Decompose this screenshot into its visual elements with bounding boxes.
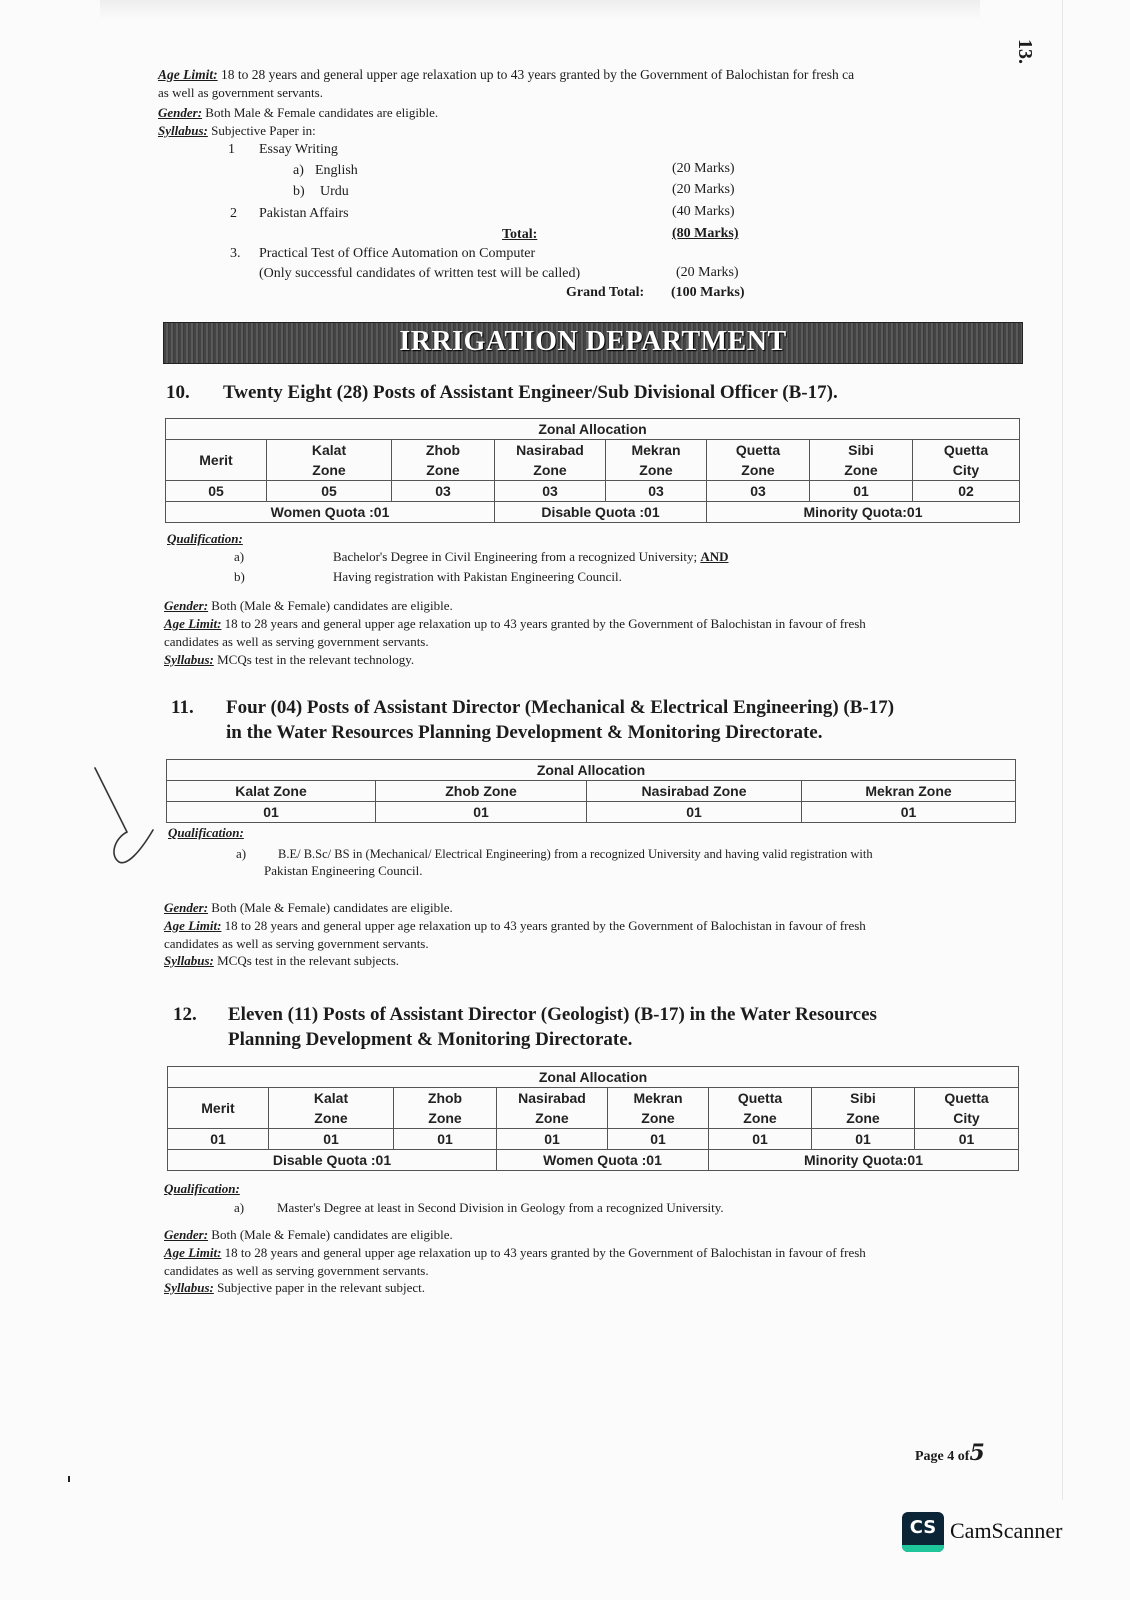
item-num: a): [293, 163, 304, 178]
handwritten-checkmark-icon: [85, 760, 175, 870]
value-cell: 01: [915, 1129, 1019, 1150]
syllabus-text: MCQs test in the relevant subjects.: [217, 953, 400, 968]
age-limit-line: [164, 917, 866, 935]
syllabus-text: MCQs test in the relevant technology.: [217, 652, 415, 667]
practical-label: Practical Test of Office Automation on Computer: [259, 246, 536, 261]
value-cell: 01: [167, 802, 376, 823]
department-banner: [163, 322, 1023, 364]
practical-marks: (20 Marks): [676, 265, 739, 280]
gender-label: Gender:: [164, 598, 209, 613]
header-cell: Nasirabad Zone: [587, 781, 802, 802]
total-label: Total:: [502, 227, 538, 242]
section-title-cont: in the Water Resources Planning Development & Monitoring Directorate.: [226, 722, 823, 743]
quota-cell: Disable Quota :01: [168, 1150, 497, 1171]
header-line: Zone: [846, 1110, 880, 1126]
age-limit-cont: candidates as well as serving government servants.: [164, 634, 429, 649]
table-caption: Zonal Allocation: [168, 1067, 1019, 1088]
syllabus-label: Syllabus:: [164, 953, 214, 968]
grand-total-marks: (100 Marks): [671, 285, 745, 300]
header-line: Nasirabad: [518, 1090, 586, 1106]
header-cell: Merit: [166, 440, 267, 481]
value-cell: 01: [497, 1129, 608, 1150]
item-marks: (20 Marks): [672, 161, 735, 176]
section-title: Eleven (11) Posts of Assistant Director (Geologist) (B-17) in the Water Resources: [228, 1004, 877, 1025]
item-num: 3.: [230, 246, 241, 261]
table-header-row: [166, 440, 1020, 481]
header-line: Zone: [426, 462, 460, 478]
banner-title: IRRIGATION DEPARTMENT: [399, 326, 787, 357]
and-keyword: AND: [700, 549, 729, 564]
syllabus-line: [164, 651, 414, 669]
item-marks: (20 Marks): [672, 182, 735, 197]
total-marks: (80 Marks): [672, 226, 739, 241]
value-cell: 01: [812, 1129, 915, 1150]
age-limit-label: Age Limit:: [158, 67, 218, 82]
item-label: Essay Writing: [259, 142, 338, 157]
header-cell: Merit: [168, 1088, 269, 1129]
gender-text: Both (Male & Female) candidates are eligible.: [211, 598, 453, 613]
header-cell: Kalat Zone: [167, 781, 376, 802]
qualification-line: Bachelor's Degree in Civil Engineering from a recognized University;: [333, 549, 698, 564]
value-cell: 01: [810, 481, 913, 502]
header-cell: [913, 440, 1020, 481]
age-limit-cont: candidates as well as serving government servants.: [164, 936, 429, 951]
table-caption: Zonal Allocation: [166, 419, 1020, 440]
intro-age-limit-cont: as well as government servants.: [158, 85, 323, 100]
header-cell: [606, 440, 707, 481]
section-number: 10.: [166, 382, 190, 403]
value-cell: 01: [394, 1129, 497, 1150]
header-cell: [497, 1088, 608, 1129]
value-cell: 01: [376, 802, 587, 823]
header-cell: Zhob Zone: [376, 781, 587, 802]
item-num: b): [293, 184, 305, 199]
header-line: Mekran: [633, 1090, 683, 1106]
qualification-num: a): [234, 1200, 245, 1215]
value-cell: 01: [709, 1129, 812, 1150]
header-cell: [267, 440, 392, 481]
header-cell: [394, 1088, 497, 1129]
header-line: Quetta: [944, 1090, 989, 1106]
gender-text: Both (Male & Female) candidates are eligible.: [211, 900, 453, 915]
syllabus-line: [164, 1279, 425, 1297]
scan-shadow: [100, 0, 980, 20]
scan-mark: [68, 1476, 70, 1482]
syllabus-label: Syllabus:: [158, 123, 208, 138]
gender-text: Both (Male & Female) candidates are eligible.: [211, 1227, 453, 1242]
gender-label: Gender:: [164, 1227, 209, 1242]
syllabus-line: [164, 952, 399, 970]
age-limit-text: 18 to 28 years and general upper age relaxation up to 43 years granted by the Government of Balochistan in favour of fresh: [224, 616, 866, 631]
age-limit-text: 18 to 28 years and general upper age relaxation up to 43 years granted by the Government of Balochistan in favour of fresh: [224, 918, 866, 933]
header-line: Zhob: [425, 442, 461, 458]
qualification-text: Having registration with Pakistan Engineering Council.: [333, 569, 622, 584]
item-marks: (40 Marks): [672, 204, 735, 219]
header-cell: Mekran Zone: [802, 781, 1016, 802]
section-title-cont: Planning Development & Monitoring Directorate.: [228, 1029, 633, 1050]
value-cell: 05: [267, 481, 392, 502]
value-cell: 03: [392, 481, 495, 502]
gender-label: Gender:: [164, 900, 209, 915]
gender-label: Gender:: [158, 105, 203, 120]
qualification-num: a): [234, 549, 245, 564]
page-edge: [1062, 0, 1063, 1500]
item-label: English: [315, 163, 358, 178]
header-line: Quetta: [737, 1090, 783, 1106]
side-number: 13.: [1014, 39, 1036, 64]
item-num: 2: [230, 206, 237, 221]
header-line: Zone: [535, 1110, 569, 1126]
page-number: [915, 1440, 985, 1466]
syllabus-label: Syllabus:: [164, 1280, 214, 1295]
table-header-row: [168, 1088, 1019, 1129]
gender-line: [164, 899, 453, 917]
header-cell: [709, 1088, 812, 1129]
item-num: 1: [228, 142, 235, 157]
age-limit-label: Age Limit:: [164, 616, 222, 631]
header-line: City: [953, 1110, 980, 1126]
header-line: Kalat: [313, 1090, 349, 1106]
item-label: Pakistan Affairs: [259, 206, 349, 221]
logo-stripe: [902, 1545, 944, 1552]
qualification-label: Qualification:: [168, 825, 244, 840]
header-cell: [495, 440, 606, 481]
age-limit-text: 18 to 28 years and general upper age relaxation up to 43 years granted by the Government of Balochistan in favour of fresh: [224, 1245, 866, 1260]
qualification-text-cont: Pakistan Engineering Council.: [264, 863, 423, 878]
quota-row: [166, 502, 1020, 523]
quota-cell: Disable Quota :01: [495, 502, 707, 523]
qualification-num: a): [236, 846, 247, 861]
value-cell: 01: [608, 1129, 709, 1150]
gender-line: [164, 597, 453, 615]
zonal-allocation-table: [165, 418, 1020, 523]
qualification-text: B.E/ B.Sc/ BS in (Mechanical/ Electrical Engineering) from a recognized University and having valid registration with: [278, 847, 873, 861]
section-title: Twenty Eight (28) Posts of Assistant Engineer/Sub Divisional Officer (B-17).: [223, 382, 838, 403]
section-number: 12.: [173, 1004, 197, 1025]
header-line: Zone: [314, 1110, 348, 1126]
intro-syllabus: [158, 122, 316, 140]
header-line: City: [952, 462, 980, 478]
header-line: Sibi: [850, 1090, 876, 1106]
header-line: Nasirabad: [516, 442, 584, 458]
header-line: Zone: [844, 462, 878, 478]
table-row: [166, 481, 1020, 502]
header-cell: [810, 440, 913, 481]
header-line: Zone: [428, 1110, 462, 1126]
value-cell: 05: [166, 481, 267, 502]
qualification-text: [333, 548, 728, 566]
syllabus-text: Subjective Paper in:: [211, 123, 316, 138]
zonal-allocation-table: [167, 1066, 1019, 1171]
header-line: Zone: [312, 462, 346, 478]
header-line: Quetta: [735, 442, 781, 458]
header-cell: [269, 1088, 394, 1129]
age-limit-cont: candidates as well as serving government servants.: [164, 1263, 429, 1278]
item-label: Urdu: [320, 184, 349, 199]
quota-cell: Women Quota :01: [497, 1150, 709, 1171]
syllabus-label: Syllabus:: [164, 652, 214, 667]
header-cell: [608, 1088, 709, 1129]
table-row: [167, 802, 1016, 823]
value-cell: 01: [269, 1129, 394, 1150]
qualification-label: Qualification:: [164, 1181, 240, 1196]
header-line: Sibi: [848, 442, 874, 458]
header-cell: [915, 1088, 1019, 1129]
header-cell: [392, 440, 495, 481]
value-cell: 01: [587, 802, 802, 823]
header-line: Zone: [741, 462, 775, 478]
qualification-text: Master's Degree at least in Second Division in Geology from a recognized University.: [277, 1200, 724, 1215]
value-cell: 03: [606, 481, 707, 502]
camscanner-logo-icon: [902, 1512, 944, 1552]
grand-total-label: Grand Total:: [566, 285, 645, 300]
value-cell: 01: [168, 1129, 269, 1150]
header-line: Mekran: [631, 442, 681, 458]
header-line: Zone: [743, 1110, 777, 1126]
gender-text: Both Male & Female candidates are eligible.: [205, 105, 439, 120]
age-limit-text: 18 to 28 years and general upper age relaxation up to 43 years granted by the Government of Balochistan for fresh ca: [221, 67, 855, 82]
age-limit-line: [164, 615, 866, 633]
quota-row: [168, 1150, 1019, 1171]
age-limit-label: Age Limit:: [164, 918, 222, 933]
qualification-label: Qualification:: [167, 531, 243, 546]
value-cell: 03: [495, 481, 606, 502]
page-total: 5: [969, 1440, 985, 1466]
header-line: Quetta: [943, 442, 989, 458]
value-cell: 01: [802, 802, 1016, 823]
page-label: Page 4 of: [915, 1449, 970, 1464]
quota-cell: Women Quota :01: [166, 502, 495, 523]
header-line: Zone: [533, 462, 567, 478]
practical-note: (Only successful candidates of written test will be called): [259, 266, 581, 281]
header-line: Zone: [639, 462, 673, 478]
header-line: Kalat: [311, 442, 347, 458]
value-cell: 02: [913, 481, 1020, 502]
section-title: Four (04) Posts of Assistant Director (Mechanical & Electrical Engineering) (B-17): [226, 697, 895, 718]
logo-letters: CS: [909, 1517, 937, 1538]
header-line: Zhob: [427, 1090, 463, 1106]
syllabus-text: Subjective paper in the relevant subject.: [217, 1280, 426, 1295]
intro-age-limit: [158, 66, 854, 84]
section-number: 11.: [171, 697, 194, 718]
zonal-allocation-table: [166, 759, 1016, 823]
value-cell: 03: [707, 481, 810, 502]
quota-cell: Minority Quota:01: [707, 502, 1020, 523]
header-line: Zone: [641, 1110, 675, 1126]
intro-gender: [158, 104, 438, 122]
quota-cell: Minority Quota:01: [709, 1150, 1019, 1171]
header-cell: [707, 440, 810, 481]
age-limit-label: Age Limit:: [164, 1245, 222, 1260]
age-limit-line: [164, 1244, 866, 1262]
table-header-row: [167, 781, 1016, 802]
gender-line: [164, 1226, 453, 1244]
camscanner-watermark: CamScanner: [950, 1518, 1063, 1543]
table-row: [168, 1129, 1019, 1150]
header-cell: [812, 1088, 915, 1129]
table-caption: Zonal Allocation: [167, 760, 1016, 781]
qualification-num: b): [234, 569, 245, 584]
